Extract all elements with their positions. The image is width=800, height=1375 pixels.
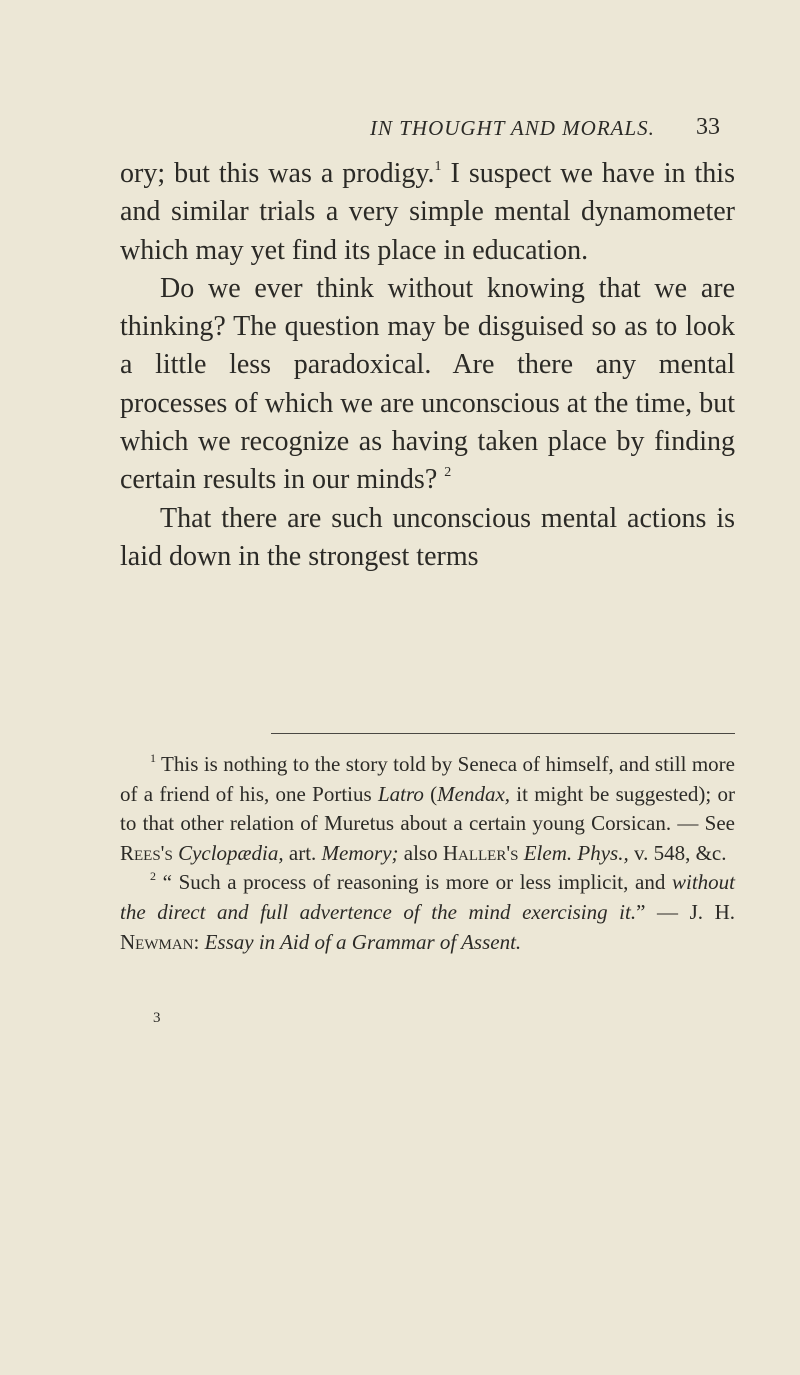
- footnote-1-cyclopaedia: Cyclopædia,: [178, 840, 284, 865]
- footnote-1: [120, 750, 735, 868]
- footnote-ref-2: 2: [444, 465, 452, 481]
- body-text: [120, 155, 735, 576]
- paragraph-2: [120, 270, 735, 500]
- footnote-1-latro: Latro: [377, 781, 424, 806]
- footnote-2-text: “ Such a process of reasoning is more or less implicit, and: [156, 870, 672, 895]
- footnote-rule: [271, 733, 735, 734]
- running-head: [370, 116, 720, 146]
- footnote-2-italic: without the direct and full advertence of the mind exercising it.: [120, 870, 735, 924]
- footnote-1-mendax: Mendax,: [437, 781, 511, 806]
- paragraph-1: [120, 155, 735, 270]
- footnote-2-text: :: [193, 929, 205, 954]
- footnote-ref-1: 1: [434, 159, 442, 174]
- footnote-1-text: (: [423, 781, 438, 806]
- signature-mark: 3: [153, 1010, 161, 1026]
- footnote-2-text: ” — J. H.: [636, 899, 735, 924]
- footnote-2: [120, 868, 735, 957]
- paragraph-1-text-a: ory; but this was a prodigy.: [120, 158, 435, 189]
- paragraph-2-text: Do we ever think without knowing that we are thinking? The question may be disguised so as to look a little less paradoxical. Are there any mental processes of which we are unconscious at the time, but which we recognize as having taken place by finding certain results in our minds?: [120, 272, 735, 496]
- paragraph-3: [120, 500, 735, 577]
- footnote-1-rees: Rees's: [120, 840, 173, 865]
- footnote-1-text: This is nothing to the story told by Seneca of himself, and still more of a friend of his, one Portius: [120, 752, 735, 806]
- paragraph-3-text: That there are such unconscious mental actions is laid down in the strongest terms: [120, 502, 735, 572]
- footnote-1-elem: Elem. Phys.,: [523, 840, 629, 865]
- footnote-2-newman: Newman: [120, 929, 194, 954]
- footnote-1-haller: Haller's: [442, 840, 519, 865]
- running-title: IN THOUGHT AND MORALS.: [370, 116, 655, 140]
- page-number: 33: [696, 114, 720, 140]
- footnote-1-text: also: [398, 840, 443, 865]
- footnote-1-text: art.: [283, 840, 322, 865]
- paragraph-1-text-b: I suspect we have in this and similar trials a very simple mental dynamometer which may yet find its place in education.: [120, 158, 735, 266]
- footnote-1-text: v. 548, &c.: [628, 840, 727, 865]
- footnote-2-mark: 2: [150, 869, 156, 884]
- footnote-1-text: it might be suggested); or to that other relation of Muretus about a certain young Corsican. — See: [120, 781, 735, 836]
- footnotes: [120, 750, 735, 957]
- footnote-1-mark: 1: [150, 751, 156, 765]
- footnote-1-memory: Memory;: [321, 840, 399, 865]
- footnote-2-essay: Essay in Aid of a Grammar of Assent.: [204, 929, 522, 954]
